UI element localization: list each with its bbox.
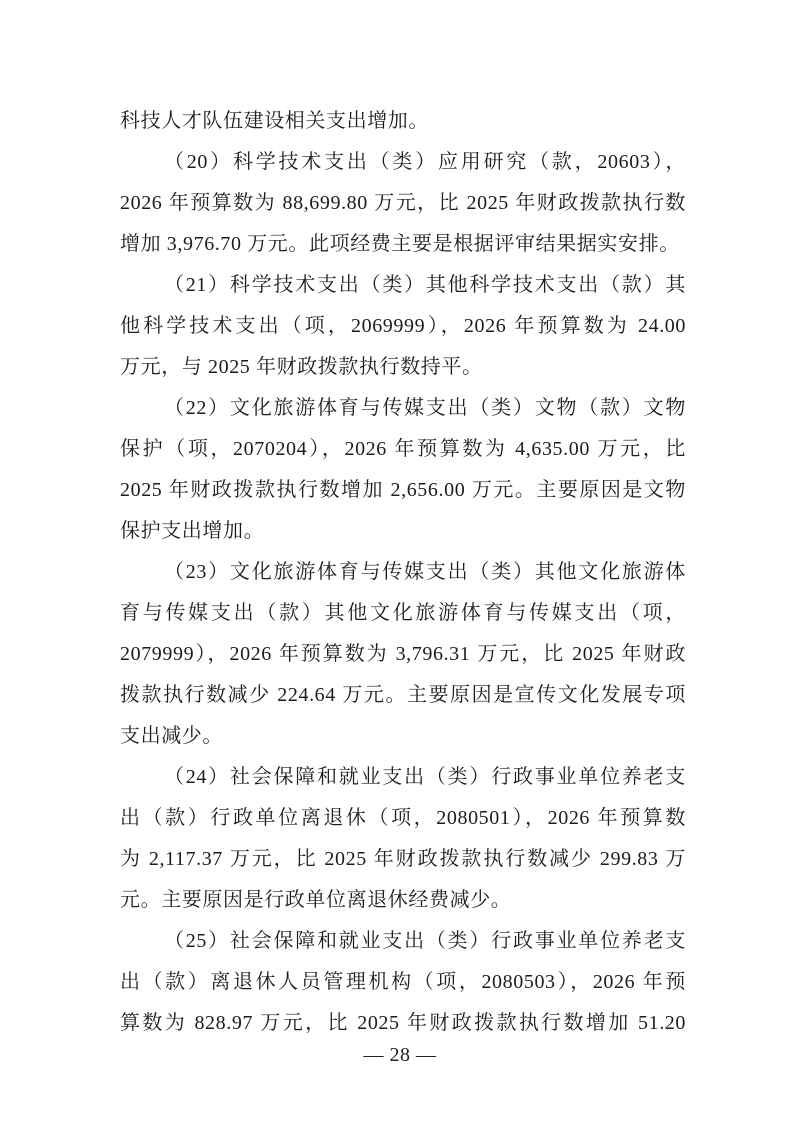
text-line: 育与传媒支出（款）其他文化旅游体育与传媒支出（项， xyxy=(120,602,686,624)
text-line: 他科学技术支出（项，2069999），2026 年预算数为 24.00 xyxy=(120,315,686,337)
text-line: 保护（项，2070204），2026 年预算数为 4,635.00 万元，比 xyxy=(120,438,686,460)
text-line: （25）社会保障和就业支出（类）行政事业单位养老支 xyxy=(164,930,686,952)
text-line: （24）社会保障和就业支出（类）行政事业单位养老支 xyxy=(164,766,686,788)
text-line: 万元，与 2025 年财政拨款执行数持平。 xyxy=(120,356,483,378)
text-line: 出（款）行政单位离退休（项，2080501），2026 年预算数 xyxy=(120,807,686,829)
text-line: 增加 3,976.70 万元。此项经费主要是根据评审结果据实安排。 xyxy=(120,233,680,255)
paragraph xyxy=(120,552,686,757)
text-line: 算数为 828.97 万元，比 2025 年财政拨款执行数增加 51.20 xyxy=(120,1012,686,1034)
text-line: 科技人才队伍建设相关支出增加。 xyxy=(120,110,429,132)
text-line: （22）文化旅游体育与传媒支出（类）文物（款）文物 xyxy=(164,397,686,419)
paragraph xyxy=(120,265,686,388)
text-line: 保护支出增加。 xyxy=(120,520,265,542)
text-line: 2079999），2026 年预算数为 3,796.31 万元，比 2025 年财政 xyxy=(120,643,686,665)
text-line: 为 2,117.37 万元，比 2025 年财政拨款执行数减少 299.83 万 xyxy=(120,848,686,870)
text-line: （21）科学技术支出（类）其他科学技术支出（款）其 xyxy=(164,274,686,296)
document-body xyxy=(120,101,686,1044)
text-line: 2026 年预算数为 88,699.80 万元，比 2025 年财政拨款执行数 xyxy=(120,192,686,214)
text-line: 拨款执行数减少 224.64 万元。主要原因是宣传文化发展专项 xyxy=(120,684,686,706)
text-line: （23）文化旅游体育与传媒支出（类）其他文化旅游体 xyxy=(164,561,686,583)
paragraph xyxy=(120,757,686,921)
text-line: （20）科学技术支出（类）应用研究（款，20603）， xyxy=(164,151,686,173)
text-line: 2025 年财政拨款执行数增加 2,656.00 万元。主要原因是文物 xyxy=(120,479,686,501)
paragraph xyxy=(120,142,686,265)
text-line: 支出减少。 xyxy=(120,725,223,747)
text-line: 元。主要原因是行政单位离退休经费减少。 xyxy=(120,889,512,911)
page-number: — 28 — xyxy=(363,1044,437,1066)
text-line: 出（款）离退休人员管理机构（项，2080503），2026 年预 xyxy=(120,971,686,993)
paragraph xyxy=(120,388,686,552)
paragraph xyxy=(120,921,686,1044)
page-footer xyxy=(0,1040,800,1070)
paragraph xyxy=(120,101,686,142)
